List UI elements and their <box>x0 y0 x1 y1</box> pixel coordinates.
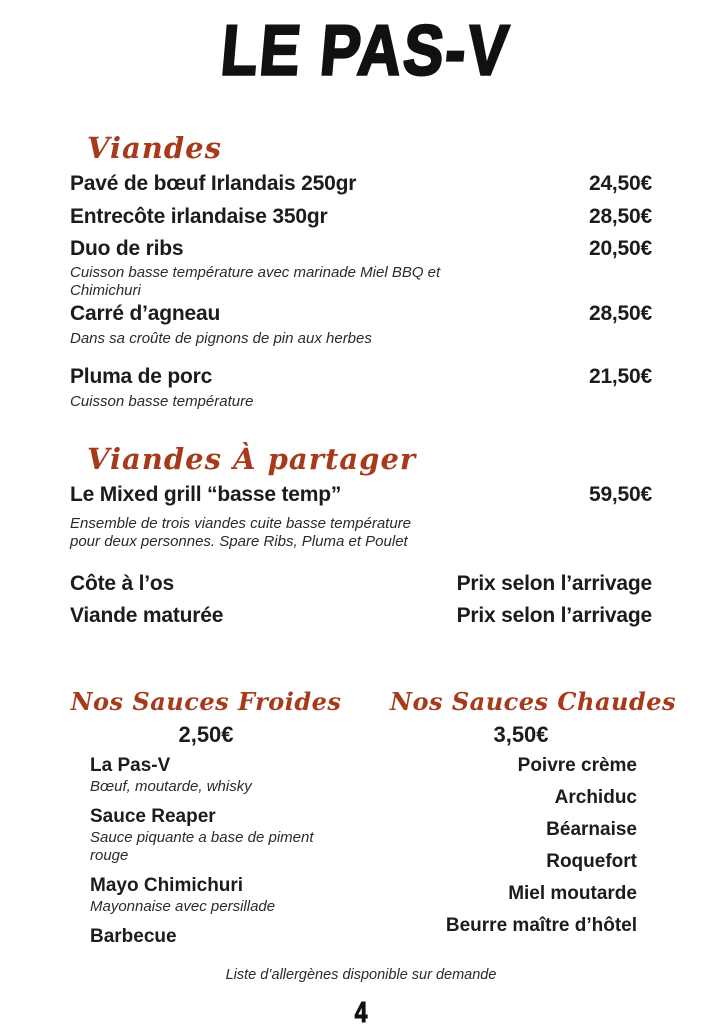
page-number <box>70 995 652 1024</box>
item-price: 20,50€ <box>588 236 652 260</box>
cold-sauces-column <box>70 688 342 949</box>
sauce-name: La Pas-V <box>90 754 171 776</box>
menu-item-row <box>70 301 652 327</box>
hot-sauces-column <box>390 686 677 949</box>
item-price: 28,50€ <box>588 204 652 228</box>
item-price: 59,50€ <box>588 482 652 506</box>
page-title <box>0 0 724 90</box>
item-name: Carré d’agneau <box>70 302 221 326</box>
item-name: Côte à l’os <box>70 572 174 596</box>
item-price-note: Prix selon l’arrivage <box>456 572 652 596</box>
item-description: Ensemble de trois viandes cuite basse température pour deux personnes. Spare Ribs, Pluma et Poulet <box>70 514 412 550</box>
hot-sauces-heading: Nos Sauces Chaudes <box>390 686 677 716</box>
sauce-name: Roquefort <box>546 850 637 872</box>
section-heading-viandes-a-partager: Viandes À partager <box>87 442 417 477</box>
item-description: Cuisson basse température avec marinade Miel BBQ et Chimichuri <box>70 264 441 299</box>
menu-item-row <box>70 171 652 197</box>
item-name: Viande maturée <box>70 603 224 627</box>
sauce-name: Poivre crème <box>517 754 637 776</box>
sauce-name: Sauce Reaper <box>90 805 216 827</box>
sauce-name: Mayo Chimichuri <box>90 874 244 896</box>
menu-item-row <box>70 482 652 508</box>
item-price: 24,50€ <box>588 172 652 196</box>
item-name: Entrecôte irlandaise 350gr <box>70 204 328 228</box>
item-description: Dans sa croûte de pignons de pin aux herbes <box>70 329 372 347</box>
sauce-name: Miel moutarde <box>508 882 637 904</box>
sauce-description: Bœuf, moutarde, whisky <box>90 777 252 795</box>
item-name: Pluma de porc <box>70 365 213 389</box>
sauces-section <box>70 686 677 949</box>
sauce-name: Barbecue <box>90 925 177 947</box>
page-number-value: 4 <box>354 995 368 1024</box>
allergen-note: Liste d’allergènes disponible sur demande <box>225 966 497 983</box>
hot-sauces-price: 3,50€ <box>493 722 549 748</box>
menu-item-row <box>70 364 652 390</box>
item-price: 21,50€ <box>588 365 652 389</box>
item-price: 28,50€ <box>588 302 652 326</box>
menu-item-row <box>70 204 652 230</box>
sauce-name: Archiduc <box>554 786 637 808</box>
item-description: Cuisson basse température <box>70 392 254 410</box>
section-heading-viandes: Viandes <box>87 131 222 165</box>
item-name: Pavé de bœuf Irlandais 250gr <box>70 172 357 196</box>
menu-item-row <box>70 603 652 629</box>
item-name: Le Mixed grill “basse temp” <box>70 482 342 506</box>
sauce-name: Béarnaise <box>546 818 637 840</box>
cold-sauces-heading: Nos Sauces Froides <box>70 686 342 716</box>
sauce-description: Mayonnaise avec persillade <box>90 897 276 915</box>
menu-item-row <box>70 236 652 262</box>
menu-content <box>0 132 724 1024</box>
sauce-name: Beurre maître d’hôtel <box>445 914 637 936</box>
restaurant-logo-text: LE PAS-V <box>217 10 514 91</box>
cold-sauces-price: 2,50€ <box>178 722 234 748</box>
item-price-note: Prix selon l’arrivage <box>456 603 652 627</box>
menu-item-row <box>70 571 652 597</box>
item-name: Duo de ribs <box>70 236 184 260</box>
sauce-description: Sauce piquante a base de piment rouge <box>90 828 314 864</box>
